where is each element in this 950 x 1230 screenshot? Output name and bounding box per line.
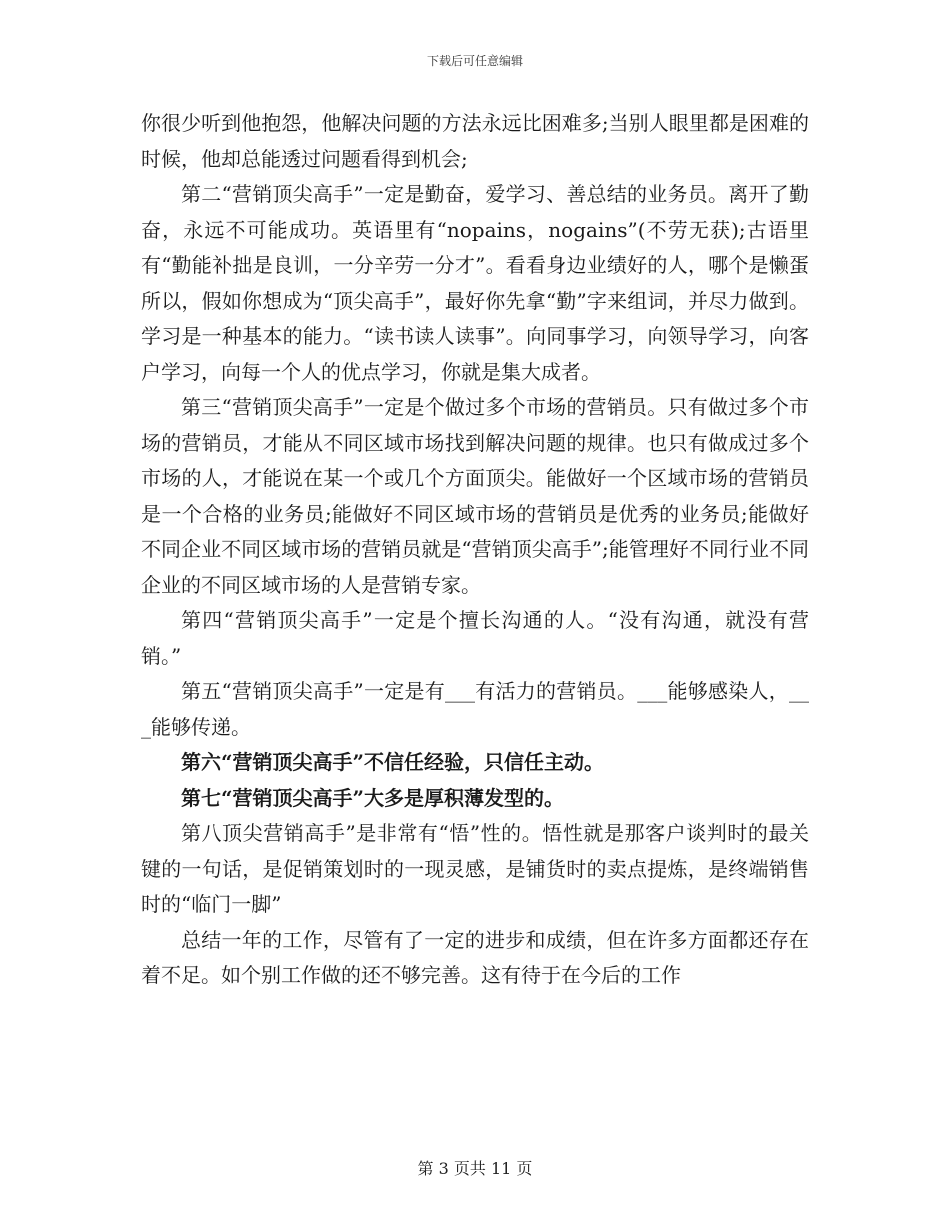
page-footer: 第 3 页共 11 页 — [417, 1159, 533, 1178]
page-header: 下载后可任意编辑 — [426, 54, 523, 68]
paragraph-9: 总结一年的工作，尽管有了一定的进步和成绩，但在许多方面都还存在着不足。如个别工作做的还不够完善。这有待于在今后的工作 — [141, 927, 809, 987]
paragraph-6: 第六“营销顶尖高手”不信任经验，只信任主动。 — [181, 750, 605, 774]
paragraph-5: 第五“营销顶尖高手”一定是有___有活力的营销员。___能够感染人，___能够传递。 — [141, 679, 809, 739]
paragraph-7: 第七“营销顶尖高手”大多是厚积薄发型的。 — [181, 785, 565, 810]
paragraph-3: 第三“营销顶尖高手”一定是个做过多个市场的营销员。只有做过多个市场的营销员，才能从不同区域市场找到解决问题的规律。也只有做成过多个市场的人，才能说在某一个或几个方面顶尖。能做好一个区域市场的营销员是一个合格的业务员;能做好不同区域市场的营销员是优秀的业务员;能做好不同企业不同区域市场的营销员就是“营销顶尖高手”;能管理好不同行业不同企业的不同区域市场的人是营销专家。 — [141, 395, 809, 597]
paragraph-1: 你很少听到他抱怨，他解决问题的方法永远比困难多;当别人眼里都是困难的时候，他却总能透过问题看得到机会; — [141, 111, 809, 171]
paragraph-8: 第八顶尖营销高手”是非常有“悟”性的。悟性就是那客户谈判时的最关键的一句话，是促销策划时的一现灵感，是铺货时的卖点提炼，是终端销售时的“临门一脚” — [141, 821, 809, 916]
paragraph-4: 第四“营销顶尖高手”一定是个擅长沟通的人。“没有沟通，就没有营销。” — [141, 608, 809, 668]
paragraph-2: 第二“营销顶尖高手”一定是勤奋，爱学习、善总结的业务员。离开了勤奋，永远不可能成功。英语里有“nopains，nogains”(不劳无获);古语里有“勤能补拙是良训，一分辛劳一分才”。看看身边业绩好的人，哪个是懒蛋所以，假如你想成为“顶尖高手”，最好你先拿“勤”字来组词，并尽力做到。学习是一种基本的能力。“读书读人读事”。向同事学习，向领导学习，向客户学习，向每一个人的优点学习，你就是集大成者。 — [141, 182, 809, 384]
document-body — [141, 106, 809, 994]
